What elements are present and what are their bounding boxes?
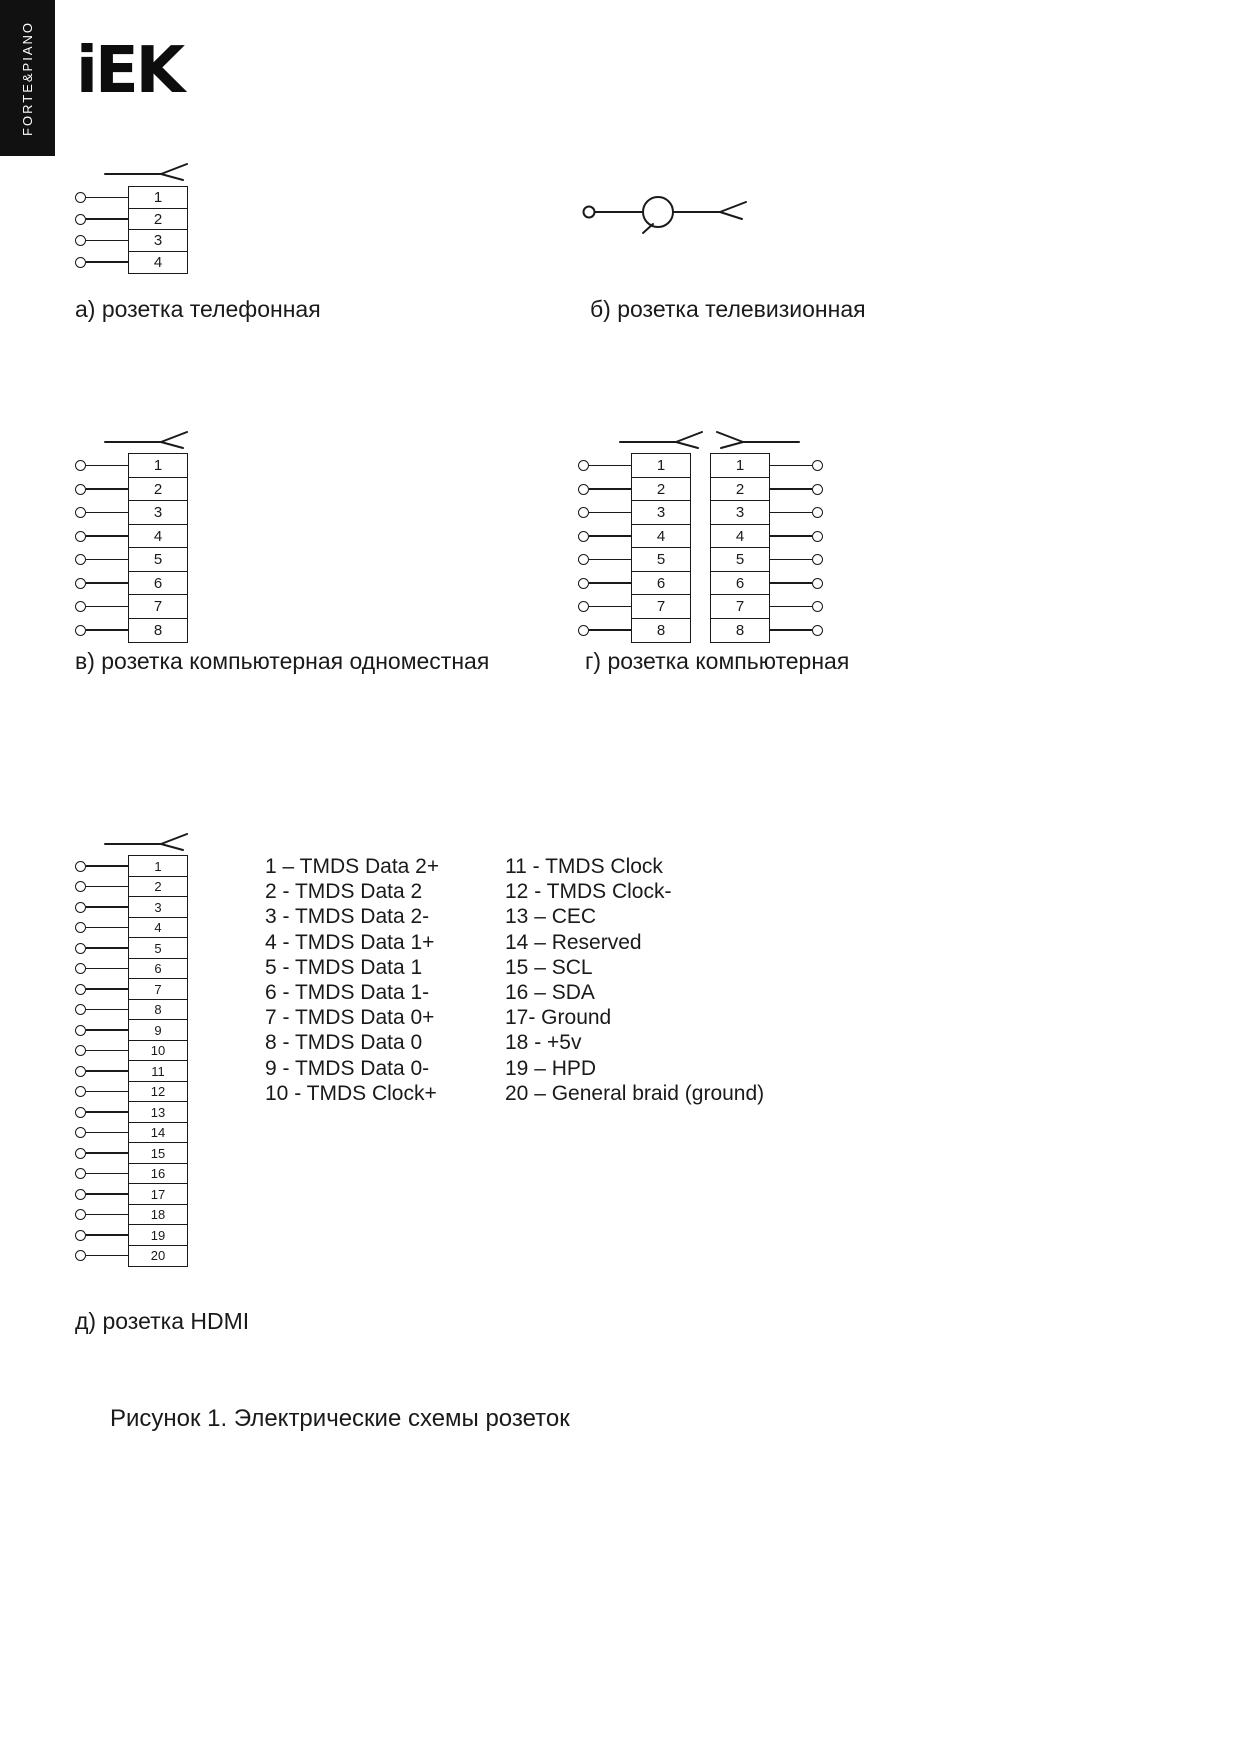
pin-row	[75, 208, 188, 231]
terminal-circle	[578, 531, 589, 542]
pin-row	[710, 477, 823, 502]
legend-item: 19 – HPD	[505, 1056, 597, 1080]
terminal-circle	[812, 601, 823, 612]
terminal-circle	[812, 578, 823, 589]
legend-item: 2 - TMDS Data 2	[265, 880, 423, 904]
pin-row	[578, 571, 691, 596]
wire-line	[86, 1091, 128, 1093]
pin-row	[75, 453, 188, 478]
pin-cell: 2	[128, 477, 188, 502]
terminal-circle	[812, 507, 823, 518]
terminal-circle	[578, 625, 589, 636]
plug-symbol-icon	[103, 428, 191, 450]
pin-cell: 6	[631, 571, 691, 596]
wire-line	[589, 606, 631, 608]
pin-row	[710, 571, 823, 596]
wire-line	[86, 906, 128, 908]
pin-cell: 6	[710, 571, 770, 596]
wire-line	[86, 927, 128, 929]
legend-item: 20 – General braid (ground)	[505, 1081, 765, 1105]
terminal-circle	[812, 554, 823, 565]
pin-cell: 8	[710, 618, 770, 643]
legend-item: 4 - TMDS Data 1+	[265, 930, 435, 954]
pin-cell: 5	[128, 937, 188, 959]
pin-row	[710, 524, 823, 549]
plug-symbol-icon	[618, 428, 706, 450]
pin-block-computer-left	[578, 453, 691, 643]
wire-line	[589, 512, 631, 514]
pin-row	[75, 1040, 188, 1062]
pin-row	[710, 618, 823, 643]
plug-symbol-icon	[103, 160, 191, 182]
terminal-circle	[75, 1025, 86, 1036]
wire-line	[86, 629, 128, 631]
terminal-circle	[75, 963, 86, 974]
wire-line	[86, 240, 128, 242]
legend-item: 5 - TMDS Data 1	[265, 955, 423, 979]
wire-line	[770, 559, 812, 561]
pin-cell: 15	[128, 1142, 188, 1164]
pin-cell: 3	[128, 229, 188, 252]
terminal-circle	[75, 943, 86, 954]
hdmi-legend-column-1	[265, 854, 439, 1106]
pin-cell: 3	[128, 896, 188, 918]
legend-item: 8 - TMDS Data 0	[265, 1031, 423, 1055]
terminal-circle	[75, 601, 86, 612]
wire-line	[86, 1050, 128, 1052]
terminal-circle	[75, 214, 86, 225]
wire-line	[86, 1029, 128, 1031]
wire-line	[770, 488, 812, 490]
terminal-circle	[75, 1209, 86, 1220]
terminal-circle	[812, 484, 823, 495]
terminal-circle	[75, 922, 86, 933]
pin-row	[578, 453, 691, 478]
pin-cell: 1	[710, 453, 770, 478]
pin-cell: 7	[128, 978, 188, 1000]
terminal-circle	[75, 881, 86, 892]
pin-row	[75, 1060, 188, 1082]
terminal-circle	[578, 484, 589, 495]
pin-cell: 7	[710, 594, 770, 619]
wire-line	[86, 1111, 128, 1113]
terminal-circle	[75, 257, 86, 268]
pin-row	[75, 477, 188, 502]
pin-cell: 4	[631, 524, 691, 549]
pin-row	[578, 477, 691, 502]
plug-symbol-icon	[103, 830, 191, 852]
wire-line	[86, 488, 128, 490]
sidebar-banner	[0, 0, 55, 156]
pin-cell: 5	[128, 547, 188, 572]
wire-line	[86, 1070, 128, 1072]
pin-cell: 7	[631, 594, 691, 619]
wire-line	[86, 261, 128, 263]
wire-line	[770, 512, 812, 514]
pin-row	[75, 571, 188, 596]
pin-block-computer-right	[710, 453, 823, 643]
pin-row	[75, 917, 188, 939]
terminal-circle	[812, 531, 823, 542]
pin-cell: 10	[128, 1040, 188, 1062]
diagram-g-label: г) розетка компьютерная	[585, 648, 850, 674]
wire-line	[86, 1214, 128, 1216]
pin-cell: 9	[128, 1019, 188, 1041]
wire-line	[589, 535, 631, 537]
wire-line	[86, 886, 128, 888]
pin-row	[75, 978, 188, 1000]
legend-item: 7 - TMDS Data 0+	[265, 1006, 435, 1030]
terminal-circle	[75, 1189, 86, 1200]
pin-row	[75, 1245, 188, 1267]
terminal-circle	[75, 1230, 86, 1241]
pin-row	[75, 500, 188, 525]
pin-cell: 8	[128, 618, 188, 643]
pin-row	[578, 618, 691, 643]
pin-row	[75, 618, 188, 643]
pin-row	[578, 547, 691, 572]
pin-row	[75, 594, 188, 619]
pin-cell: 3	[128, 500, 188, 525]
pin-block-computer-single	[75, 453, 188, 643]
terminal-circle	[75, 1250, 86, 1261]
pin-row	[75, 229, 188, 252]
terminal-circle	[578, 554, 589, 565]
pin-cell: 1	[128, 186, 188, 209]
wire-line	[86, 1255, 128, 1257]
pin-row	[75, 937, 188, 959]
terminal-circle	[75, 554, 86, 565]
wire-line	[86, 1152, 128, 1154]
terminal-circle	[578, 578, 589, 589]
wire-line	[86, 1132, 128, 1134]
legend-item: 12 - TMDS Clock-	[505, 880, 672, 904]
pin-cell: 19	[128, 1224, 188, 1246]
terminal-circle	[75, 1127, 86, 1138]
pin-cell: 12	[128, 1081, 188, 1103]
pin-row	[75, 1163, 188, 1185]
pin-row	[75, 1142, 188, 1164]
pin-cell: 20	[128, 1245, 188, 1267]
pin-cell: 8	[128, 999, 188, 1021]
wire-line	[589, 465, 631, 467]
sidebar-vertical-text: FORTE&PIANO	[20, 20, 35, 136]
wire-line	[86, 465, 128, 467]
pin-row	[75, 855, 188, 877]
legend-item: 16 – SDA	[505, 980, 595, 1004]
pin-row	[75, 1204, 188, 1226]
diagram-a-label: а) розетка телефонная	[75, 296, 321, 322]
pin-cell: 17	[128, 1183, 188, 1205]
wire-line	[86, 1234, 128, 1236]
legend-item: 15 – SCL	[505, 955, 593, 979]
terminal-circle	[812, 460, 823, 471]
pin-cell: 2	[710, 477, 770, 502]
pin-cell: 4	[128, 251, 188, 274]
legend-item: 17- Ground	[505, 1006, 612, 1030]
pin-cell: 7	[128, 594, 188, 619]
pin-row	[75, 1122, 188, 1144]
pin-row	[710, 453, 823, 478]
diagram-v-label: в) розетка компьютерная одноместная	[75, 648, 490, 674]
terminal-circle	[812, 625, 823, 636]
pin-row	[710, 547, 823, 572]
diagram-tv-socket	[580, 192, 752, 236]
iek-logo: iEK	[76, 34, 183, 108]
terminal-circle	[75, 1066, 86, 1077]
legend-item: 11 - TMDS Clock	[505, 855, 663, 878]
terminal-circle	[75, 861, 86, 872]
wire-line	[86, 947, 128, 949]
pin-cell: 6	[128, 571, 188, 596]
pin-cell: 3	[710, 500, 770, 525]
terminal-circle	[75, 984, 86, 995]
wire-line	[86, 582, 128, 584]
pin-row	[75, 876, 188, 898]
terminal-circle	[75, 1168, 86, 1179]
wire-line	[770, 535, 812, 537]
terminal-circle	[75, 1045, 86, 1056]
pin-row	[75, 958, 188, 980]
wire-line	[589, 629, 631, 631]
terminal-circle	[75, 460, 86, 471]
pin-row	[75, 186, 188, 209]
wire-line	[86, 606, 128, 608]
legend-item: 3 - TMDS Data 2-	[265, 905, 430, 929]
wire-line	[770, 606, 812, 608]
pin-block-hdmi	[75, 855, 188, 1267]
pin-cell: 6	[128, 958, 188, 980]
wire-line	[86, 968, 128, 970]
legend-item: 10 - TMDS Clock+	[265, 1081, 437, 1105]
pin-cell: 4	[710, 524, 770, 549]
wire-line	[589, 488, 631, 490]
terminal-circle	[75, 531, 86, 542]
wire-line	[86, 1193, 128, 1195]
pin-row	[75, 524, 188, 549]
hdmi-legend-column-2	[505, 854, 764, 1106]
wire-line	[86, 197, 128, 199]
pin-row	[578, 500, 691, 525]
legend-item: 13 – CEC	[505, 905, 597, 929]
pin-row	[75, 1183, 188, 1205]
pin-row	[75, 1101, 188, 1123]
pin-row	[75, 1019, 188, 1041]
wire-line	[86, 559, 128, 561]
pin-cell: 5	[631, 547, 691, 572]
pin-row	[75, 1081, 188, 1103]
pin-cell: 1	[128, 855, 188, 877]
pin-row	[578, 524, 691, 549]
pin-cell: 13	[128, 1101, 188, 1123]
legend-item: 6 - TMDS Data 1-	[265, 980, 430, 1004]
terminal-circle	[578, 460, 589, 471]
diagram-b-label: б) розетка телевизионная	[590, 296, 866, 322]
wire-line	[86, 512, 128, 514]
pin-cell: 2	[128, 876, 188, 898]
terminal-circle	[75, 192, 86, 203]
pin-row	[578, 594, 691, 619]
pin-cell: 4	[128, 917, 188, 939]
terminal-circle	[75, 1086, 86, 1097]
wire-line	[86, 1173, 128, 1175]
pin-row	[710, 594, 823, 619]
terminal-circle	[75, 578, 86, 589]
terminal-circle	[75, 1148, 86, 1159]
pin-cell: 8	[631, 618, 691, 643]
wire-line	[86, 988, 128, 990]
pin-block-telephone	[75, 186, 188, 274]
pin-cell: 11	[128, 1060, 188, 1082]
terminal-circle	[75, 625, 86, 636]
wire-line	[86, 1009, 128, 1011]
wire-line	[86, 218, 128, 220]
terminal-circle	[578, 507, 589, 518]
wire-line	[770, 465, 812, 467]
terminal-circle	[75, 235, 86, 246]
pin-cell: 1	[631, 453, 691, 478]
wire-line	[86, 865, 128, 867]
pin-cell: 1	[128, 453, 188, 478]
terminal-circle	[75, 484, 86, 495]
legend-item: 9 - TMDS Data 0-	[265, 1056, 430, 1080]
terminal-circle	[75, 1004, 86, 1015]
pin-row	[75, 999, 188, 1021]
pin-cell: 4	[128, 524, 188, 549]
pin-row	[75, 1224, 188, 1246]
terminal-circle	[75, 902, 86, 913]
pin-row	[75, 896, 188, 918]
tv-socket-symbol-icon	[580, 192, 752, 236]
terminal-circle	[75, 507, 86, 518]
pin-cell: 18	[128, 1204, 188, 1226]
figure-caption: Рисунок 1. Электрические схемы розеток	[110, 1405, 570, 1432]
pin-row	[710, 500, 823, 525]
diagram-d-label: д) розетка HDMI	[75, 1308, 250, 1334]
pin-cell: 2	[128, 208, 188, 231]
pin-cell: 3	[631, 500, 691, 525]
plug-symbol-mirrored-icon	[713, 428, 801, 450]
wire-line	[86, 535, 128, 537]
pin-row	[75, 547, 188, 572]
wire-line	[770, 629, 812, 631]
wire-line	[589, 582, 631, 584]
pin-cell: 14	[128, 1122, 188, 1144]
legend-item: 14 – Reserved	[505, 930, 642, 954]
wire-line	[589, 559, 631, 561]
wire-line	[770, 582, 812, 584]
pin-cell: 16	[128, 1163, 188, 1185]
terminal-circle	[75, 1107, 86, 1118]
pin-cell: 5	[710, 547, 770, 572]
legend-item: 1 – TMDS Data 2+	[265, 855, 440, 878]
pin-cell: 2	[631, 477, 691, 502]
legend-item: 18 - +5v	[505, 1031, 582, 1055]
terminal-circle	[578, 601, 589, 612]
pin-row	[75, 251, 188, 274]
